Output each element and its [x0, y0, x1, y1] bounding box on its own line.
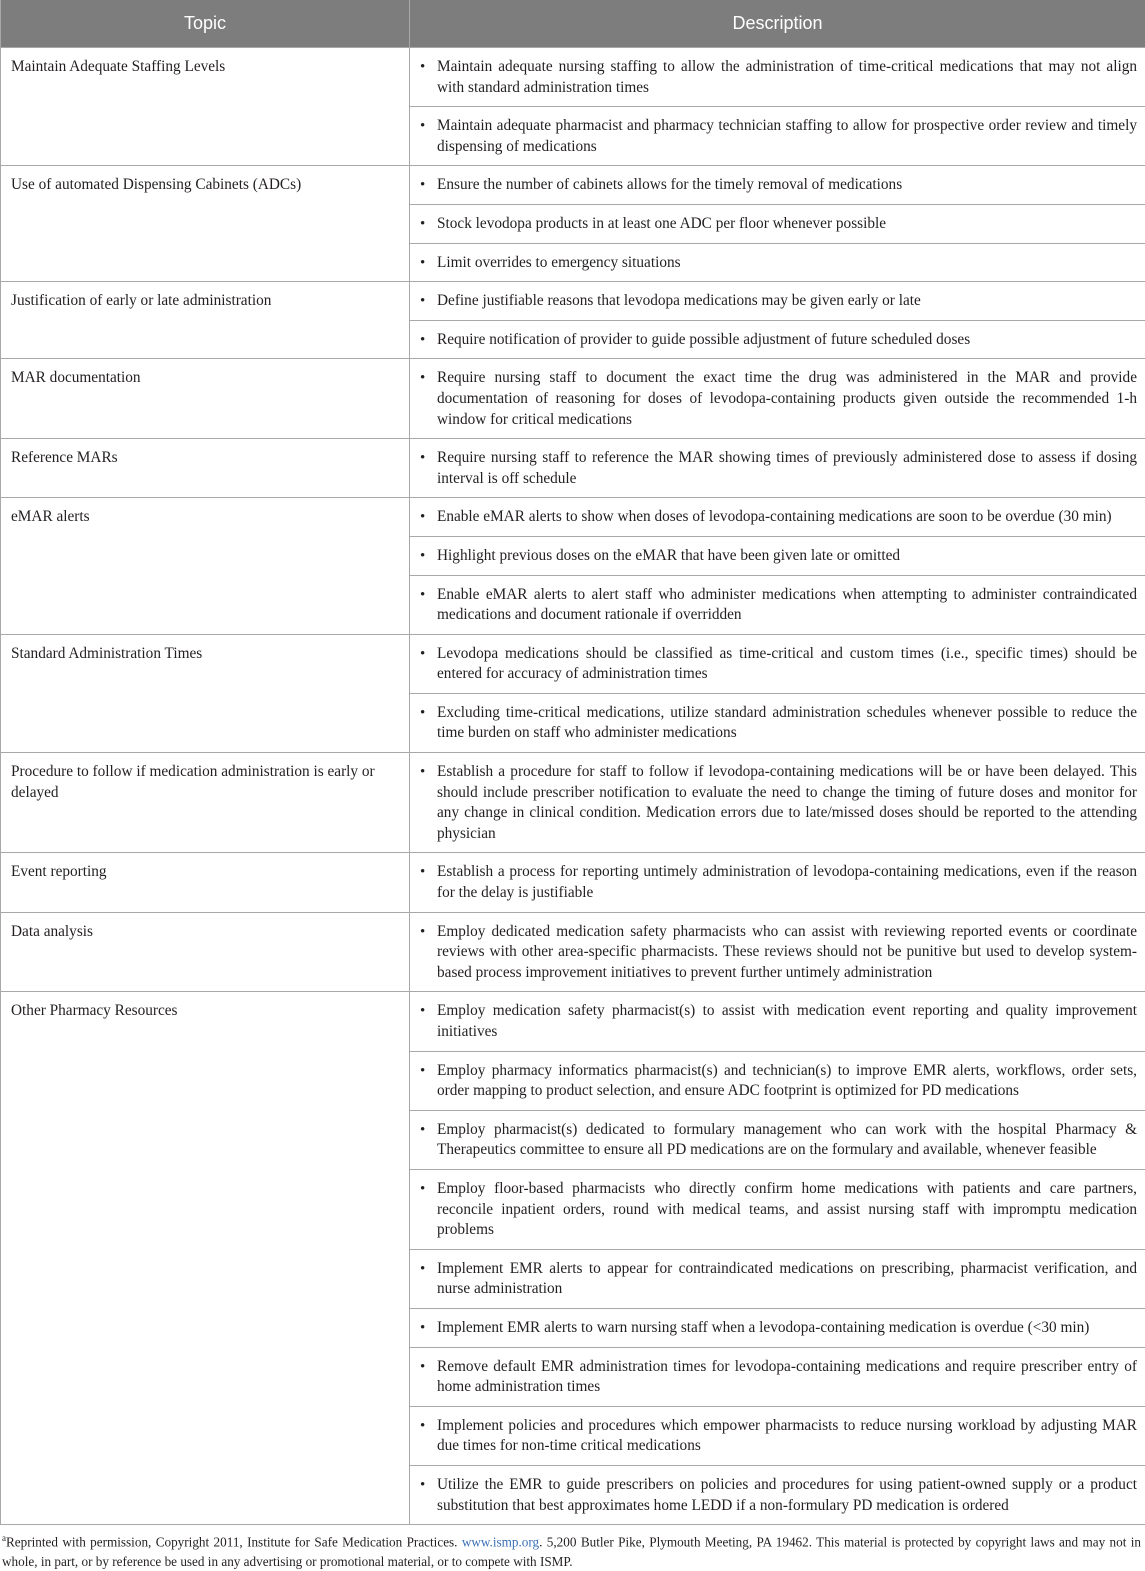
description-cell: [410, 992, 1145, 1051]
list-item: [420, 922, 1137, 984]
table-header-row: [1, 0, 1145, 48]
description-text: Enable eMAR alerts to alert staff who administer medications when attempting to administer contraindicated medications and document rationale if overridden: [437, 585, 1137, 626]
list-item: [420, 546, 1137, 567]
topic-cell: MAR documentation: [1, 359, 410, 439]
description-cell: [410, 1347, 1145, 1406]
description-cell: [410, 107, 1145, 166]
description-cell: [410, 634, 1145, 693]
description-header: Description: [410, 0, 1145, 48]
topic-cell: Justification of early or late administration: [1, 282, 410, 359]
table-row: [1, 439, 1145, 498]
bullet-icon: •: [420, 1357, 437, 1398]
description-cell: [410, 48, 1145, 107]
bullet-icon: •: [420, 1318, 437, 1339]
bullet-icon: •: [420, 1475, 437, 1516]
description-text: Implement EMR alerts to appear for contraindicated medications on prescribing, pharmacist verification, and nurse administration: [437, 1259, 1137, 1300]
list-item: [420, 1475, 1137, 1516]
bullet-icon: •: [420, 1416, 437, 1457]
description-text: Employ medication safety pharmacist(s) to assist with medication event reporting and quality improvement initiatives: [437, 1001, 1137, 1042]
bullet-icon: •: [420, 175, 437, 196]
table-row: [1, 166, 1145, 205]
list-item: [420, 703, 1137, 744]
list-item: [420, 1357, 1137, 1398]
description-cell: [410, 1051, 1145, 1110]
description-text: Require notification of provider to guide possible adjustment of future scheduled doses: [437, 330, 1137, 351]
list-item: [420, 175, 1137, 196]
bullet-icon: •: [420, 1001, 437, 1042]
table-row: [1, 282, 1145, 321]
bullet-icon: •: [420, 57, 437, 98]
description-text: Utilize the EMR to guide prescribers on policies and procedures for using patient-owned supply or a product substitution that best approximates home LEDD if a non-formulary PD medication is ordered: [437, 1475, 1137, 1516]
table-row: [1, 853, 1145, 912]
bullet-icon: •: [420, 214, 437, 235]
list-item: [420, 116, 1137, 157]
topic-header: Topic: [1, 0, 410, 48]
list-item: [420, 1416, 1137, 1457]
footnote-marker: a: [2, 1533, 6, 1543]
bullet-icon: •: [420, 1061, 437, 1102]
bullet-icon: •: [420, 1259, 437, 1300]
description-text: Excluding time-critical medications, utilize standard administration schedules whenever possible to reduce the time burden on staff who administer medications: [437, 703, 1137, 744]
description-text: Levodopa medications should be classified as time-critical and custom times (i.e., specific times) should be entered for accuracy of administration times: [437, 644, 1137, 685]
description-text: Establish a procedure for staff to follow if levodopa-containing medications will be or have been delayed. This should include prescriber notification to evaluate the need to change the timing of future doses and monitor for any change in clinical condition. Medication errors due to late/missed doses should be reported to the attending physician: [437, 762, 1137, 844]
topic-cell: Other Pharmacy Resources: [1, 992, 410, 1525]
list-item: [420, 1318, 1137, 1339]
description-text: Employ dedicated medication safety pharmacists who can assist with reviewing reported events or coordinate reviews with other area-specific pharmacists. These reviews should not be punitive but used to develop system-based process improvement initiatives to prevent further untimely administration: [437, 922, 1137, 984]
bullet-icon: •: [420, 507, 437, 528]
description-cell: [410, 536, 1145, 575]
topic-cell: Standard Administration Times: [1, 634, 410, 752]
bullet-icon: •: [420, 330, 437, 351]
description-cell: [410, 282, 1145, 321]
description-cell: [410, 1110, 1145, 1169]
description-text: Highlight previous doses on the eMAR that have been given late or omitted: [437, 546, 1137, 567]
topic-cell: eMAR alerts: [1, 498, 410, 634]
bullet-icon: •: [420, 291, 437, 312]
footnote-text: Reprinted with permission, Copyright 2011, Institute for Safe Medication Practices.: [6, 1534, 462, 1549]
description-cell: [410, 1308, 1145, 1347]
description-text: Require nursing staff to document the exact time the drug was administered in the MAR and provide documentation of reasoning for doses of levodopa-containing products given outside the recommended 1-h window for critical medications: [437, 368, 1137, 430]
description-cell: [410, 204, 1145, 243]
list-item: [420, 1259, 1137, 1300]
table-row: [1, 753, 1145, 853]
table-body: [1, 48, 1145, 1525]
description-cell: [410, 1406, 1145, 1465]
description-text: Require nursing staff to reference the MAR showing times of previously administered dose to assess if dosing interval is off schedule: [437, 448, 1137, 489]
table-row: [1, 912, 1145, 992]
list-item: [420, 291, 1137, 312]
list-item: [420, 862, 1137, 903]
description-cell: [410, 1169, 1145, 1249]
list-item: [420, 644, 1137, 685]
footnote-text-rest: . 5,200 Butler Pike, Plymouth Meeting, PA 19462. This material is protected by copyright laws and may not in whole, in part, or by reference be used in any advertising or promotional material, or to compete with ISMP.: [2, 1534, 1141, 1569]
description-text: Limit overrides to emergency situations: [437, 253, 1137, 274]
description-text: Employ pharmacist(s) dedicated to formulary management who can work with the hospital Pharmacy & Therapeutics committee to ensure all PD medications are on the formulary and available, whenever feasible: [437, 1120, 1137, 1161]
description-text: Enable eMAR alerts to show when doses of levodopa-containing medications are soon to be overdue (30 min): [437, 507, 1137, 528]
description-text: Employ floor-based pharmacists who directly confirm home medications with patients and care partners, reconcile inpatient orders, round with medical teams, and assist nursing staff with impromptu medication problems: [437, 1179, 1137, 1241]
topic-cell: Data analysis: [1, 912, 410, 992]
description-cell: [410, 575, 1145, 634]
bullet-icon: •: [420, 116, 437, 157]
topic-cell: Reference MARs: [1, 439, 410, 498]
description-cell: [410, 166, 1145, 205]
description-cell: [410, 693, 1145, 752]
description-text: Maintain adequate pharmacist and pharmacy technician staffing to allow for prospective order review and timely dispensing of medications: [437, 116, 1137, 157]
description-text: Ensure the number of cabinets allows for the timely removal of medications: [437, 175, 1137, 196]
bullet-icon: •: [420, 585, 437, 626]
description-cell: [410, 1465, 1145, 1524]
list-item: [420, 507, 1137, 528]
footnote: [0, 1525, 1145, 1571]
description-cell: [410, 853, 1145, 912]
table-row: [1, 498, 1145, 537]
list-item: [420, 57, 1137, 98]
table-row: [1, 992, 1145, 1051]
list-item: [420, 1120, 1137, 1161]
list-item: [420, 585, 1137, 626]
description-text: Maintain adequate nursing staffing to allow the administration of time-critical medications that may not align with standard administration times: [437, 57, 1137, 98]
description-text: Stock levodopa products in at least one ADC per floor whenever possible: [437, 214, 1137, 235]
topic-cell: Event reporting: [1, 853, 410, 912]
description-cell: [410, 753, 1145, 853]
bullet-icon: •: [420, 546, 437, 567]
bullet-icon: •: [420, 1179, 437, 1241]
list-item: [420, 1179, 1137, 1241]
table-row: [1, 48, 1145, 107]
description-cell: [410, 320, 1145, 359]
description-cell: [410, 359, 1145, 439]
bullet-icon: •: [420, 703, 437, 744]
list-item: [420, 330, 1137, 351]
bullet-icon: •: [420, 644, 437, 685]
description-cell: [410, 1249, 1145, 1308]
description-text: Establish a process for reporting untimely administration of levodopa-containing medications, even if the reason for the delay is justifiable: [437, 862, 1137, 903]
description-text: Remove default EMR administration times for levodopa-containing medications and require prescriber entry of home administration times: [437, 1357, 1137, 1398]
bullet-icon: •: [420, 253, 437, 274]
list-item: [420, 1001, 1137, 1042]
bullet-icon: •: [420, 922, 437, 984]
description-text: Implement EMR alerts to warn nursing staff when a levodopa-containing medication is overdue (<30 min): [437, 1318, 1137, 1339]
description-cell: [410, 498, 1145, 537]
list-item: [420, 214, 1137, 235]
bullet-icon: •: [420, 762, 437, 844]
description-text: Define justifiable reasons that levodopa medications may be given early or late: [437, 291, 1137, 312]
description-text: Employ pharmacy informatics pharmacist(s) and technician(s) to improve EMR alerts, workflows, order sets, order mapping to product selection, and ensure ADC footprint is optimized for PD medications: [437, 1061, 1137, 1102]
description-cell: [410, 439, 1145, 498]
ismp-link[interactable]: www.ismp.org: [462, 1534, 539, 1549]
bullet-icon: •: [420, 862, 437, 903]
list-item: [420, 1061, 1137, 1102]
bullet-icon: •: [420, 1120, 437, 1161]
topic-cell: Procedure to follow if medication administration is early or delayed: [1, 753, 410, 853]
bullet-icon: •: [420, 368, 437, 430]
list-item: [420, 253, 1137, 274]
topic-cell: Use of automated Dispensing Cabinets (ADCs): [1, 166, 410, 282]
topic-cell: Maintain Adequate Staffing Levels: [1, 48, 410, 166]
table-row: [1, 359, 1145, 439]
list-item: [420, 448, 1137, 489]
table-row: [1, 634, 1145, 693]
list-item: [420, 762, 1137, 844]
list-item: [420, 368, 1137, 430]
description-text: Implement policies and procedures which empower pharmacists to reduce nursing workload by adjusting MAR due times for non-time critical medications: [437, 1416, 1137, 1457]
bullet-icon: •: [420, 448, 437, 489]
description-cell: [410, 912, 1145, 992]
description-cell: [410, 243, 1145, 282]
